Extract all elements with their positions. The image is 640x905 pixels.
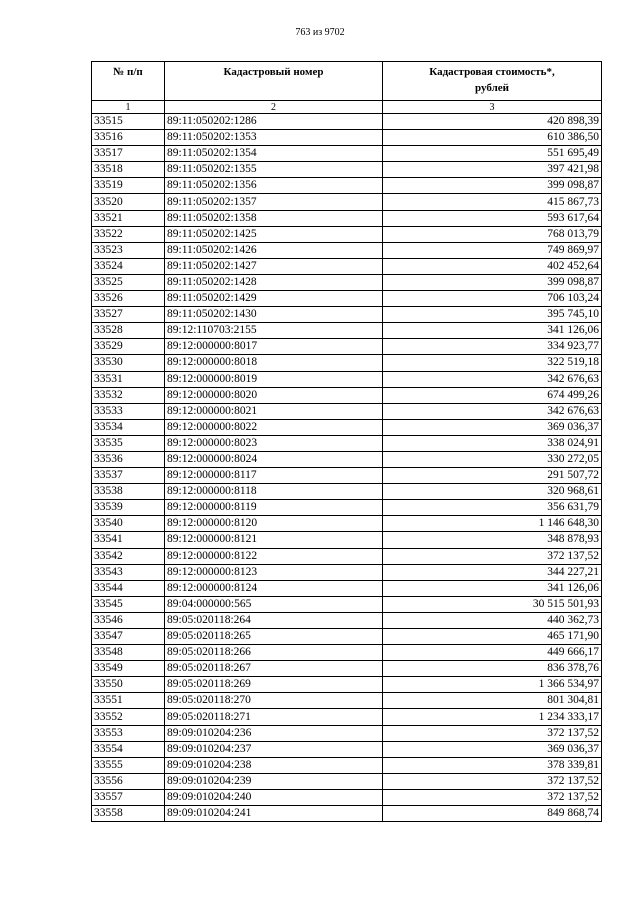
row-number-cell: 33529 xyxy=(92,339,165,355)
cadastral-number-cell: 89:12:000000:8117 xyxy=(165,468,383,484)
cadastral-value-cell: 30 515 501,93 xyxy=(383,596,602,612)
cadastral-number-cell: 89:05:020118:271 xyxy=(165,709,383,725)
row-number-cell: 33515 xyxy=(92,114,165,130)
table-row xyxy=(92,806,602,822)
table-row xyxy=(92,661,602,677)
table-row xyxy=(92,629,602,645)
table-row xyxy=(92,194,602,210)
cadastral-number-cell: 89:11:050202:1357 xyxy=(165,194,383,210)
cadastral-value-cell: 1 234 333,17 xyxy=(383,709,602,725)
cadastral-number-cell: 89:12:000000:8018 xyxy=(165,355,383,371)
row-number-cell: 33550 xyxy=(92,677,165,693)
row-number-cell: 33528 xyxy=(92,323,165,339)
table-row xyxy=(92,178,602,194)
row-number-cell: 33520 xyxy=(92,194,165,210)
row-number-cell: 33537 xyxy=(92,468,165,484)
cadastral-value-cell: 342 676,63 xyxy=(383,403,602,419)
cadastral-value-cell: 369 036,37 xyxy=(383,741,602,757)
cadastral-value-cell: 291 507,72 xyxy=(383,468,602,484)
row-number-cell: 33547 xyxy=(92,629,165,645)
cadastral-number-cell: 89:11:050202:1427 xyxy=(165,258,383,274)
row-number-cell: 33557 xyxy=(92,789,165,805)
table-row xyxy=(92,645,602,661)
row-number-cell: 33540 xyxy=(92,516,165,532)
table-row xyxy=(92,130,602,146)
table-row xyxy=(92,226,602,242)
cadastral-value-cell: 320 968,61 xyxy=(383,484,602,500)
cadastral-number-cell: 89:09:010204:238 xyxy=(165,757,383,773)
cadastral-value-cell: 372 137,52 xyxy=(383,548,602,564)
cadastral-number-cell: 89:12:000000:8124 xyxy=(165,580,383,596)
cadastral-value-cell: 397 421,98 xyxy=(383,162,602,178)
table-row xyxy=(92,516,602,532)
row-number-cell: 33548 xyxy=(92,645,165,661)
cadastral-value-cell: 801 304,81 xyxy=(383,693,602,709)
table-row xyxy=(92,339,602,355)
cadastral-value-cell: 372 137,52 xyxy=(383,725,602,741)
cadastral-value-cell: 378 339,81 xyxy=(383,757,602,773)
row-number-cell: 33541 xyxy=(92,532,165,548)
row-number-cell: 33555 xyxy=(92,757,165,773)
cadastral-number-cell: 89:12:000000:8023 xyxy=(165,435,383,451)
cadastral-number-cell: 89:12:000000:8017 xyxy=(165,339,383,355)
row-number-cell: 33539 xyxy=(92,500,165,516)
table-row xyxy=(92,677,602,693)
table-row xyxy=(92,242,602,258)
table-row xyxy=(92,757,602,773)
row-number-cell: 33517 xyxy=(92,146,165,162)
cadastral-number-cell: 89:12:110703:2155 xyxy=(165,323,383,339)
table-body xyxy=(92,114,602,822)
row-number-cell: 33532 xyxy=(92,387,165,403)
page-number-header: 763 из 9702 xyxy=(295,27,345,38)
cadastral-value-cell: 1 146 648,30 xyxy=(383,516,602,532)
table-row xyxy=(92,435,602,451)
cadastral-value-cell: 768 013,79 xyxy=(383,226,602,242)
table-row xyxy=(92,468,602,484)
row-number-cell: 33552 xyxy=(92,709,165,725)
table-row xyxy=(92,773,602,789)
cadastral-value-cell: 420 898,39 xyxy=(383,114,602,130)
cadastral-number-cell: 89:12:000000:8120 xyxy=(165,516,383,532)
cadastral-value-cell: 369 036,37 xyxy=(383,419,602,435)
cadastral-number-cell: 89:12:000000:8122 xyxy=(165,548,383,564)
row-number-cell: 33534 xyxy=(92,419,165,435)
table-row xyxy=(92,403,602,419)
cadastral-number-cell: 89:11:050202:1354 xyxy=(165,146,383,162)
cadastral-value-cell: 849 868,74 xyxy=(383,806,602,822)
cadastral-value-cell: 372 137,52 xyxy=(383,773,602,789)
table-row xyxy=(92,693,602,709)
row-number-cell: 33551 xyxy=(92,693,165,709)
table-row xyxy=(92,596,602,612)
cadastral-number-cell: 89:05:020118:265 xyxy=(165,629,383,645)
table-row xyxy=(92,725,602,741)
table-row xyxy=(92,146,602,162)
cadastral-number-cell: 89:12:000000:8021 xyxy=(165,403,383,419)
table-row xyxy=(92,355,602,371)
cadastral-value-cell: 399 098,87 xyxy=(383,178,602,194)
row-number-cell: 33518 xyxy=(92,162,165,178)
cadastral-value-cell: 402 452,64 xyxy=(383,258,602,274)
cadastral-value-cell: 440 362,73 xyxy=(383,612,602,628)
table-row xyxy=(92,419,602,435)
table-row xyxy=(92,291,602,307)
table-row xyxy=(92,564,602,580)
cadastral-number-cell: 89:05:020118:269 xyxy=(165,677,383,693)
cadastral-number-cell: 89:12:000000:8118 xyxy=(165,484,383,500)
table-row xyxy=(92,387,602,403)
cadastral-number-cell: 89:05:020118:264 xyxy=(165,612,383,628)
cadastral-value-cell: 593 617,64 xyxy=(383,210,602,226)
cadastral-number-cell: 89:11:050202:1353 xyxy=(165,130,383,146)
cadastral-number-cell: 89:05:020118:266 xyxy=(165,645,383,661)
row-number-cell: 33558 xyxy=(92,806,165,822)
cadastral-value-cell: 342 676,63 xyxy=(383,371,602,387)
row-number-cell: 33549 xyxy=(92,661,165,677)
row-number-cell: 33544 xyxy=(92,580,165,596)
cadastral-value-table xyxy=(91,61,602,822)
table-row xyxy=(92,307,602,323)
row-number-cell: 33524 xyxy=(92,258,165,274)
cadastral-number-cell: 89:12:000000:8121 xyxy=(165,532,383,548)
table-row xyxy=(92,741,602,757)
cadastral-number-cell: 89:11:050202:1356 xyxy=(165,178,383,194)
cadastral-number-cell: 89:09:010204:236 xyxy=(165,725,383,741)
row-number-cell: 33554 xyxy=(92,741,165,757)
row-number-cell: 33521 xyxy=(92,210,165,226)
cadastral-value-cell: 449 666,17 xyxy=(383,645,602,661)
cadastral-value-cell: 836 378,76 xyxy=(383,661,602,677)
cadastral-value-cell: 551 695,49 xyxy=(383,146,602,162)
cadastral-number-cell: 89:11:050202:1429 xyxy=(165,291,383,307)
row-number-cell: 33527 xyxy=(92,307,165,323)
table-row xyxy=(92,789,602,805)
row-number-cell: 33525 xyxy=(92,274,165,290)
cadastral-value-cell: 706 103,24 xyxy=(383,291,602,307)
cadastral-value-cell: 330 272,05 xyxy=(383,451,602,467)
table-row xyxy=(92,371,602,387)
cadastral-value-cell: 465 171,90 xyxy=(383,629,602,645)
cadastral-value-cell: 610 386,50 xyxy=(383,130,602,146)
row-number-cell: 33556 xyxy=(92,773,165,789)
cadastral-number-cell: 89:11:050202:1430 xyxy=(165,307,383,323)
table-row xyxy=(92,548,602,564)
cadastral-number-cell: 89:11:050202:1425 xyxy=(165,226,383,242)
cadastral-number-cell: 89:12:000000:8020 xyxy=(165,387,383,403)
row-number-cell: 33553 xyxy=(92,725,165,741)
cadastral-number-cell: 89:11:050202:1426 xyxy=(165,242,383,258)
cadastral-number-cell: 89:11:050202:1355 xyxy=(165,162,383,178)
row-number-cell: 33523 xyxy=(92,242,165,258)
table-row xyxy=(92,484,602,500)
row-number-cell: 33535 xyxy=(92,435,165,451)
cadastral-number-cell: 89:09:010204:241 xyxy=(165,806,383,822)
row-number-cell: 33536 xyxy=(92,451,165,467)
cadastral-value-cell: 344 227,21 xyxy=(383,564,602,580)
table-row xyxy=(92,274,602,290)
cadastral-number-cell: 89:12:000000:8123 xyxy=(165,564,383,580)
row-number-cell: 33519 xyxy=(92,178,165,194)
table-row xyxy=(92,612,602,628)
column-number-3: 3 xyxy=(383,101,602,114)
header-row-number: № п/п xyxy=(92,62,165,101)
cadastral-number-cell: 89:12:000000:8022 xyxy=(165,419,383,435)
cadastral-value-cell: 348 878,93 xyxy=(383,532,602,548)
table-header xyxy=(92,62,602,114)
row-number-cell: 33543 xyxy=(92,564,165,580)
table-row xyxy=(92,532,602,548)
cadastral-value-cell: 749 869,97 xyxy=(383,242,602,258)
cadastral-value-cell: 322 519,18 xyxy=(383,355,602,371)
cadastral-value-cell: 356 631,79 xyxy=(383,500,602,516)
table-row xyxy=(92,258,602,274)
row-number-cell: 33531 xyxy=(92,371,165,387)
header-cadastral-value: Кадастровая стоимость*, рублей xyxy=(383,62,602,101)
header-cadastral-number: Кадастровый номер xyxy=(165,62,383,101)
table-row xyxy=(92,210,602,226)
table-row xyxy=(92,114,602,130)
cadastral-number-cell: 89:09:010204:239 xyxy=(165,773,383,789)
column-number-2: 2 xyxy=(165,101,383,114)
table-row xyxy=(92,580,602,596)
cadastral-value-cell: 334 923,77 xyxy=(383,339,602,355)
row-number-cell: 33538 xyxy=(92,484,165,500)
cadastral-number-cell: 89:12:000000:8119 xyxy=(165,500,383,516)
row-number-cell: 33530 xyxy=(92,355,165,371)
cadastral-number-cell: 89:11:050202:1286 xyxy=(165,114,383,130)
row-number-cell: 33542 xyxy=(92,548,165,564)
row-number-cell: 33533 xyxy=(92,403,165,419)
cadastral-number-cell: 89:12:000000:8019 xyxy=(165,371,383,387)
table-row xyxy=(92,709,602,725)
cadastral-number-cell: 89:09:010204:240 xyxy=(165,789,383,805)
cadastral-number-cell: 89:09:010204:237 xyxy=(165,741,383,757)
row-number-cell: 33545 xyxy=(92,596,165,612)
row-number-cell: 33546 xyxy=(92,612,165,628)
row-number-cell: 33516 xyxy=(92,130,165,146)
cadastral-number-cell: 89:12:000000:8024 xyxy=(165,451,383,467)
cadastral-value-cell: 341 126,06 xyxy=(383,580,602,596)
cadastral-value-cell: 341 126,06 xyxy=(383,323,602,339)
cadastral-number-cell: 89:05:020118:270 xyxy=(165,693,383,709)
table-row xyxy=(92,451,602,467)
column-number-1: 1 xyxy=(92,101,165,114)
cadastral-number-cell: 89:05:020118:267 xyxy=(165,661,383,677)
cadastral-number-cell: 89:11:050202:1428 xyxy=(165,274,383,290)
cadastral-value-cell: 372 137,52 xyxy=(383,789,602,805)
row-number-cell: 33526 xyxy=(92,291,165,307)
cadastral-value-cell: 415 867,73 xyxy=(383,194,602,210)
row-number-cell: 33522 xyxy=(92,226,165,242)
cadastral-number-cell: 89:04:000000:565 xyxy=(165,596,383,612)
table-row xyxy=(92,500,602,516)
table-row xyxy=(92,162,602,178)
table-row xyxy=(92,323,602,339)
cadastral-value-cell: 395 745,10 xyxy=(383,307,602,323)
cadastral-value-cell: 399 098,87 xyxy=(383,274,602,290)
cadastral-number-cell: 89:11:050202:1358 xyxy=(165,210,383,226)
cadastral-value-cell: 674 499,26 xyxy=(383,387,602,403)
cadastral-value-cell: 1 366 534,97 xyxy=(383,677,602,693)
cadastral-value-cell: 338 024,91 xyxy=(383,435,602,451)
